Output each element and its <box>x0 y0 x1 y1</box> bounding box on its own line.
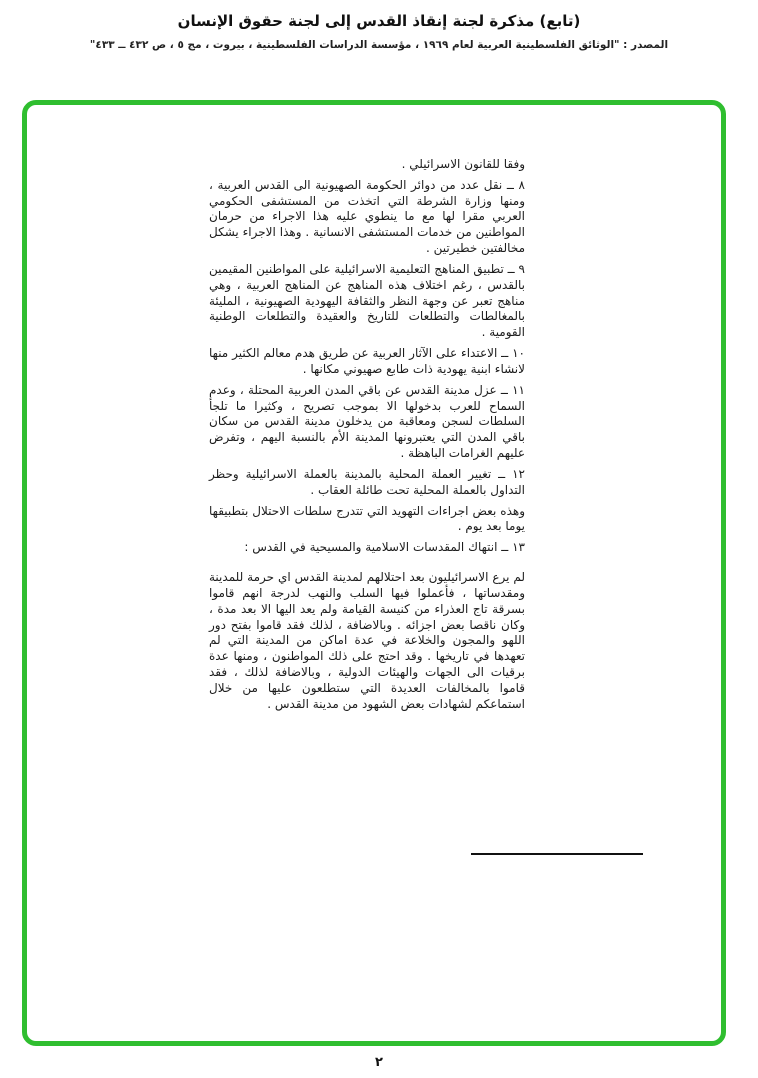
paragraph: ٨ ــ نقل عدد من دوائر الحكومة الصهيونية الى القدس العربية ، ومنها وزارة الشرطة التي اتخذت من المستشفى الحكومي العربي مقرا لها مع ما ينطوي عليه هذا الاجراء من حرمان المواطنين من خدمات المستشفى الانسانية . وهذا الاجراء يشكل مخالفتين خطيرتين . <box>209 177 525 256</box>
document-body <box>209 157 525 718</box>
paragraph: وفقا للقانون الاسرائيلي . <box>401 157 525 171</box>
paragraph: لم يرع الاسرائيليون بعد احتلالهم لمدينة القدس اي حرمة للمدينة ومقدساتها ، فأعملوا فيها السلب والنهب لدرجة انهم قاموا بسرقة تاج العذراء من كنيسة القيامة ولم يعد اليها الا بعد مدة ، وكان ناقصا بعض اجزائه . وبالاضافة ، لذلك فقد قاموا بفتح دور اللهو والمجون والخلاعة في عدة اماكن من المدينة التي لم تعهدها في تاريخها . وقد احتج على ذلك المواطنون ، ومنها عدة برقيات الى الجهات والهيئات الدولية ، وبالاضافة لذلك ، فقد قاموا بالمخالفات العديدة التي ستطلعون عليها من خلال استماعكم لشهادات بعض الشهود من مدينة القدس . <box>209 570 525 711</box>
paragraph: ١٠ ــ الاعتداء على الآثار العربية عن طريق هدم معالم الكثير منها لانشاء ابنية يهودية ذات طابع صهيوني مكانها . <box>209 346 525 376</box>
end-rule <box>471 853 643 855</box>
paragraph: ١١ ــ عزل مدينة القدس عن باقي المدن العربية المحتلة ، وعدم السماح للعرب بدخولها الا بموجب تصريح ، وكثيرا ما تلجأ السلطات لسجن ومعاقبة من يدخلون مدينة القدس من سكان باقي المدن التي يعتبرونها المدينة الأم بالنسبة اليهم ، وتفرض عليهم الغرامات الباهظة . <box>209 382 525 461</box>
paragraph: ١٢ ــ تغيير العملة المحلية بالمدينة بالعملة الاسرائيلية وحظر التداول بالعملة المحلية تحت طائلة العقاب . <box>209 466 525 497</box>
paragraph: ١٣ ــ انتهاك المقدسات الاسلامية والمسيحية في القدس : <box>244 540 525 555</box>
page-title: (تابع) مذكرة لجنة إنقاذ القدس إلى لجنة حقوق الإنسان <box>177 12 581 30</box>
source-citation: المصدر : "الوثائق الفلسطينية العربية لعام ١٩٦٩ ، مؤسسة الدراسات الفلسطينية ، بيروت ، مج ٥ ، ص ٤٣٢ ــ ٤٣٣" <box>89 39 669 51</box>
green-document-frame <box>22 100 726 1046</box>
paragraph: وهذه بعض اجراءات التهويد التي تتدرج سلطات الاحتلال بتطبيقها يوما بعد يوم . <box>209 503 525 534</box>
page-number: ٢ <box>375 1055 383 1070</box>
page-header <box>0 12 758 51</box>
paragraph: ٩ ــ تطبيق المناهج التعليمية الاسرائيلية على المواطنين المقيمين بالقدس ، رغم اختلاف هذه المناهج عن المناهج العربية ، وهي مناهج تعبر عن وجهة النظر والثقافة اليهودية الصهيونية ، المليئة بالمغالطات والتطلعات للتاريخ والعقيدة والتطلعات الوطنية القومية . <box>209 261 525 340</box>
